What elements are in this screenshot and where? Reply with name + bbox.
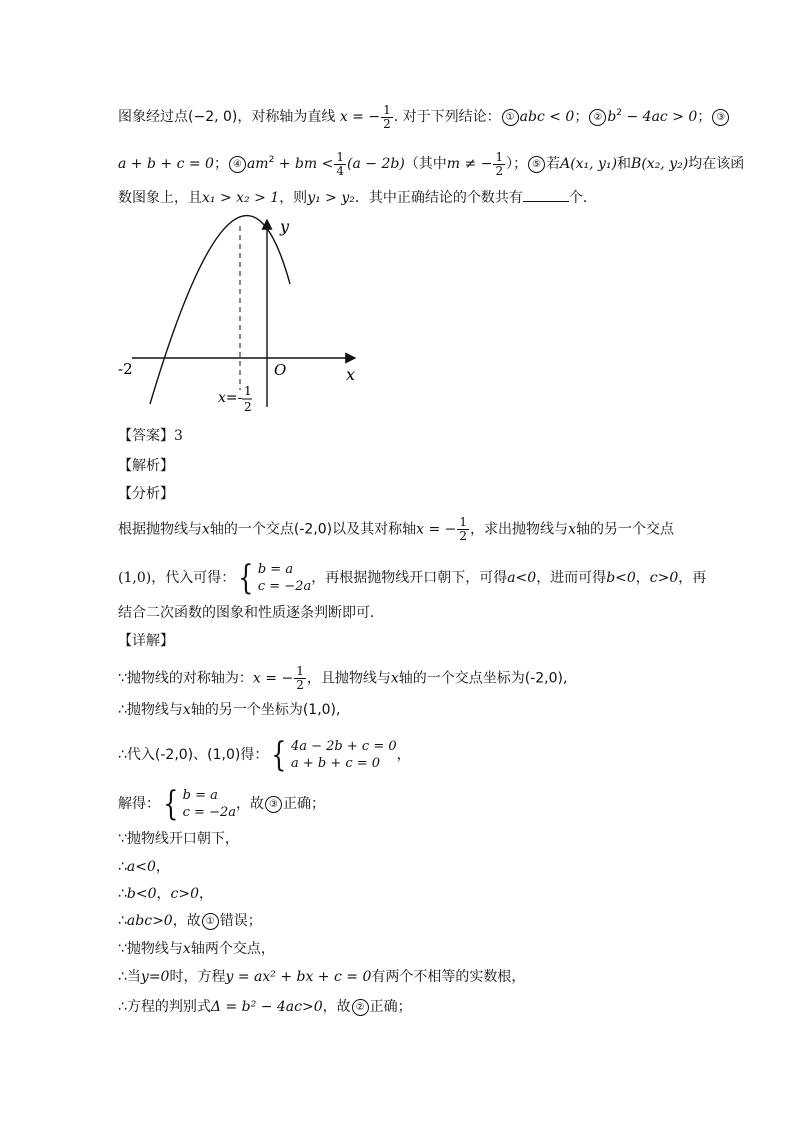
circled-number: ④ (229, 156, 246, 173)
point-a: A(x₁, y₁) (560, 156, 618, 172)
parabola-curve (150, 216, 290, 404)
problem-text: 图象经过点(−2, 0)，对称轴为直线 (118, 109, 336, 125)
detail-line-2: ∴抛物线与x轴的另一个坐标为(1,0), (118, 702, 341, 718)
symmetry-label: x=- (218, 390, 243, 406)
detail-header: 【详解】 (118, 633, 174, 649)
problem-line-1: 图象经过点(−2, 0)，对称轴为直线 x = − $\frac{1}{2}$ . 对于下列结论： ① abc < 0； ② $b^2 - 4ac > 0$； ③ (118, 103, 730, 131)
problem-text: . 对于下列结论： (393, 109, 501, 125)
brace: { (271, 735, 287, 775)
conclusion-1: abc < 0 (519, 109, 575, 125)
fenxi-line-1: 根据抛物线与x轴的一个交点(-2,0)以及其对称轴x = − $\frac{1}{2}$ ，求出抛物线与x轴的另一个交点 (118, 515, 674, 543)
quadratic-equation: y = ax² + bx + c = 0 (225, 969, 372, 985)
detail-line-9: ∵抛物线与x轴两个交点， (118, 941, 275, 957)
circled-number: ① (202, 913, 219, 930)
origin-label: O (274, 361, 287, 379)
problem-line-3: 数图象上，且x₁ > x₂ > 1，则y₁ > y₂．其中正确结论的个数共有 个． (118, 190, 597, 206)
equation-system: b = a c = −2a (182, 788, 236, 820)
brace: { (238, 558, 254, 598)
discriminant: Δ = b² − 4ac>0 (210, 999, 323, 1015)
detail-line-8: ∴abc>0，故 ① 错误； (118, 913, 262, 929)
analysis-header: 【解析】 (118, 458, 174, 474)
parabola-graph (110, 212, 370, 422)
axis-equation: x = − (339, 109, 381, 125)
detail-line-4: 解得：{ b = a c = −2a，故 ③ 正确； (118, 784, 325, 824)
detail-line-10: ∴当y=0时，方程y = ax² + bx + c = 0有两个不相等的实数根， (118, 969, 526, 985)
fenxi-line-2: (1,0)，代入可得：{ b = a c = −2a，再根据抛物线开口朝下，可得a<0，进而可得b<0，c>0，再 (118, 558, 707, 598)
detail-line-1: ∵抛物线的对称轴为：x = − $\frac{1}{2}$ ，且抛物线与x轴的一个交点坐标为(-2,0), (118, 664, 568, 692)
answer-blank (523, 189, 569, 202)
fraction-half: $\frac{1}{2}$ (495, 149, 504, 178)
equation-system: b = a c = −2a (257, 562, 312, 594)
condition: x₁ > x₂ > 1 (202, 190, 280, 206)
detail-line-3: ∴代入(-2,0)、(1,0)得：{ 4a − 2b + c = 0 a + b + c = 0， (118, 735, 411, 775)
detail-line-7: ∴b<0，c>0， (118, 886, 214, 902)
fenxi-line-3: 结合二次函数的图象和性质逐条判断即可． (118, 605, 384, 621)
conclusion-3: a + b + c = 0 (118, 156, 214, 172)
circled-number: ② (589, 109, 606, 126)
conclusion-2: b (607, 109, 617, 125)
answer-line (118, 426, 183, 446)
circled-number: ⑤ (528, 156, 545, 173)
svg-text:2: 2 (244, 400, 252, 414)
circled-number: ① (502, 109, 519, 126)
fraction-half: $\frac{1}{2}$ (383, 102, 391, 131)
detail-line-11: ∴方程的判别式Δ = b² − 4ac>0，故 ② 正确； (118, 999, 412, 1015)
neg-two-label: -2 (118, 360, 133, 378)
fraction-half: $\frac{1}{2}$ (459, 515, 468, 543)
conclusion-5: y₁ > y₂ (307, 190, 355, 206)
conclusion-4: am (246, 156, 269, 172)
circled-number: ③ (712, 109, 729, 126)
fraction-half: $\frac{1}{2}$ (296, 664, 304, 692)
circled-number: ③ (265, 796, 282, 813)
problem-line-2: a + b + c = 0； ④ $am^2$ + bm < $\frac{1}{4}$ (a − 2b)（其中m ≠ − $\frac{1}{2}$ ）； ⑤ 若A(x₁, y₁)和B(x₂, y₂)均在该函 (118, 149, 745, 178)
y-axis-label: y (280, 217, 290, 236)
detail-line-5: ∵抛物线开口朝下， (118, 831, 239, 847)
detail-line-6: ∴a<0， (118, 859, 170, 875)
equation-system: 4a − 2b + c = 0 a + b + c = 0 (290, 739, 397, 771)
fraction-quarter: $\frac{1}{4}$ (336, 149, 345, 178)
x-axis-label: x (346, 365, 356, 384)
circled-number: ② (352, 999, 369, 1016)
answer-value: 3 (174, 428, 183, 444)
svg-text:1: 1 (244, 384, 252, 398)
brace: { (163, 784, 179, 824)
answer-label: 【答案】 (118, 428, 174, 444)
point-b: B(x₂, y₂) (631, 156, 689, 172)
fenxi-header: 【分析】 (118, 486, 174, 502)
